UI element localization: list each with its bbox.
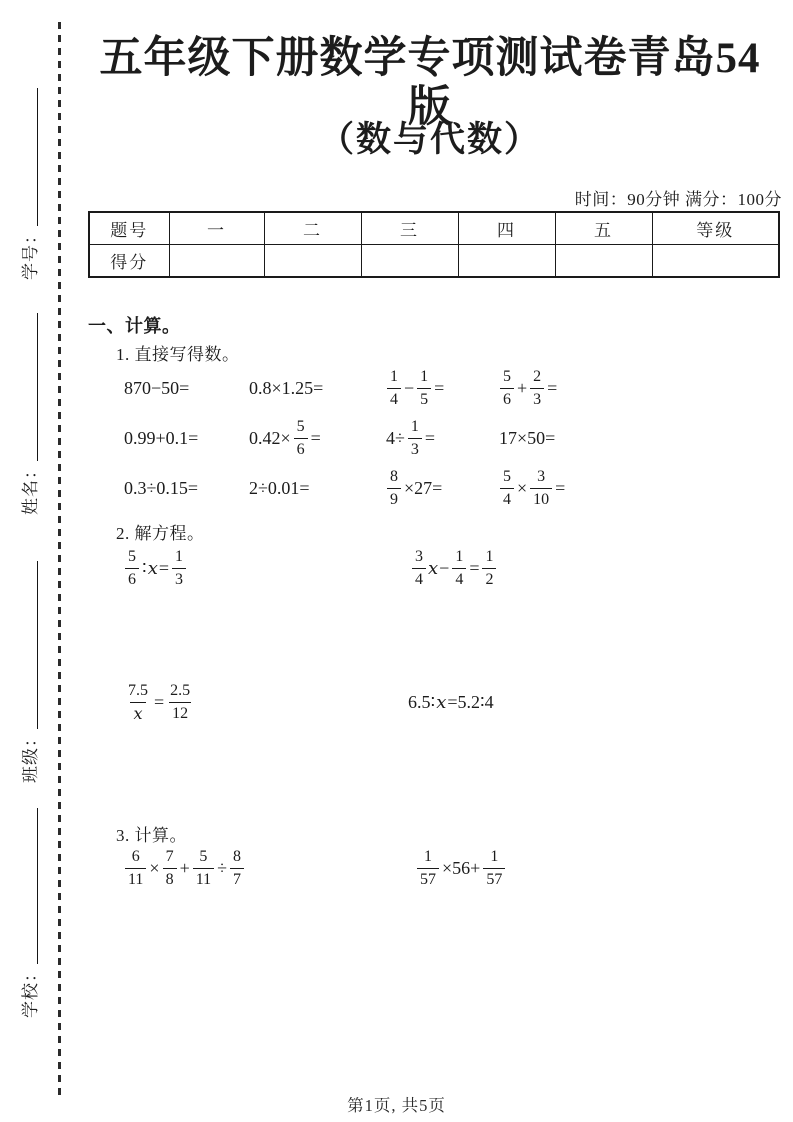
math-expression: 6.5∶ x =5.2∶4 <box>408 691 494 713</box>
score-cell <box>264 245 361 278</box>
section-5-header: 五 <box>555 212 652 245</box>
score-row-label: 得分 <box>89 245 169 278</box>
math-expression: 17×50= <box>499 427 556 448</box>
question-1-label: 1. 直接写得数。 <box>116 345 240 364</box>
score-cell <box>652 245 779 278</box>
sidebar-item-student-name <box>11 313 45 515</box>
math-expression: 3 4 x − $\frac{1}{4}$ = $\frac{1}{2}$ <box>410 549 683 588</box>
score-cell <box>361 245 458 278</box>
math-expression: 1 4 − $\frac{1}{5}$ = <box>385 369 498 408</box>
page-subtitle: （数与代数） <box>318 120 541 159</box>
question-3-label: 3. 计算。 <box>116 826 187 845</box>
section-2-header: 二 <box>264 212 361 245</box>
question-number-header: 题号 <box>89 212 169 245</box>
math-expression: 0.42× $\frac{5}{6}$ = <box>249 417 321 458</box>
math-expression: $\frac{5}{4}$ × $\frac{3}{10}$ = <box>498 469 723 508</box>
score-table-header-row <box>89 212 779 245</box>
section-4-header: 四 <box>458 212 555 245</box>
binding-dashed-line <box>58 22 61 1097</box>
math-expression: 5 6 ∶ x = $\frac{1}{3}$ <box>123 549 410 588</box>
math-expression: 5 6 + $\frac{2}{3}$ = <box>498 369 723 408</box>
exam-time-score-info: 时间：90分钟 满分：100分 <box>574 190 782 209</box>
math-expression: 0.99+0.1= <box>124 427 199 448</box>
score-cell <box>169 245 264 278</box>
question-2-equation-row-2 <box>123 676 683 728</box>
student-name-label: 姓名： <box>20 461 40 515</box>
student-number-blank-line <box>37 88 38 226</box>
section-3-header: 三 <box>361 212 458 245</box>
math-expression: 4÷ $\frac{1}{3}$ = <box>386 417 436 458</box>
score-cell <box>458 245 555 278</box>
sidebar-item-class <box>11 561 45 783</box>
math-expression: 0.3÷0.15= <box>124 477 199 498</box>
question-2-equation-row-1 <box>123 543 683 593</box>
score-cell <box>555 245 652 278</box>
grade-header: 等级 <box>652 212 779 245</box>
math-expression: $\frac{7.5}{x}$ = $\frac{2.5}{12}$ <box>128 681 191 723</box>
score-table-score-row <box>89 245 779 278</box>
student-number-label: 学号： <box>20 226 40 280</box>
score-table <box>88 211 780 278</box>
math-expression: $\frac{8}{9}$ ×27= <box>385 469 498 508</box>
page-number-indicator: 第1页, 共5页 <box>347 1096 446 1115</box>
math-expression: 0.8×1.25= <box>249 377 324 398</box>
student-name-blank-line <box>37 313 38 461</box>
school-label: 学校： <box>20 964 40 1018</box>
school-blank-line <box>37 808 38 964</box>
question-2-label: 2. 解方程。 <box>116 524 205 543</box>
question-3-expression-row <box>123 843 683 893</box>
math-expression: 2÷0.01= <box>249 477 310 498</box>
question-1-problem-grid <box>123 363 723 513</box>
math-expression: 870−50= <box>124 377 190 398</box>
section-1-heading: 一、计算。 <box>88 316 181 336</box>
math-expression: $\frac{1}{57}$ ×56+ $\frac{1}{57}$ <box>415 849 683 888</box>
sidebar-item-student-number <box>11 88 45 280</box>
section-1-header: 一 <box>169 212 264 245</box>
class-blank-line <box>37 561 38 729</box>
class-label: 班级： <box>20 729 40 783</box>
sidebar-item-school <box>11 808 45 1018</box>
page-title: 五年级下册数学专项测试卷青岛54版 <box>99 35 761 132</box>
math-expression: $\frac{6}{11}$ × $\frac{7}{8}$ + $\frac{5}{11}$ ÷ $\frac{8}{7}$ <box>123 849 415 888</box>
